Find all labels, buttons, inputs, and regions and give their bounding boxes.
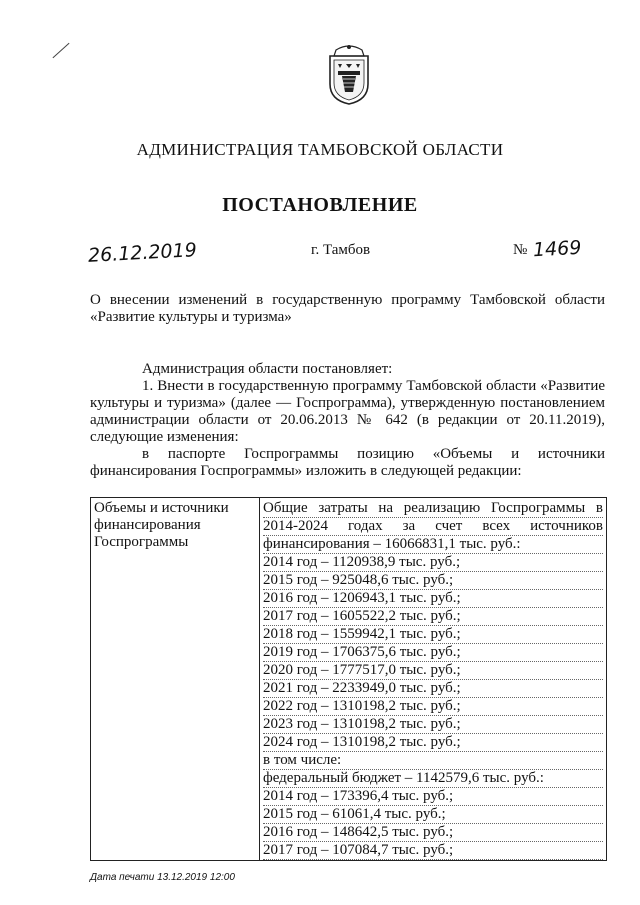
value-line: 2024 год – 1310198,2 тыс. руб.; bbox=[263, 734, 603, 752]
body-intro: Администрация области постановляет: bbox=[142, 361, 393, 377]
passport-table bbox=[90, 497, 607, 861]
label-line: Объемы и источники bbox=[94, 500, 229, 516]
subitem-line-1: в паспорте Госпрограммы позицию «Объемы и источники bbox=[142, 446, 605, 462]
document-type-title: ПОСТАНОВЛЕНИЕ bbox=[222, 194, 418, 216]
value-line: 2014 год – 1120938,9 тыс. руб.; bbox=[263, 554, 603, 572]
value-line: финансирования – 16066831,1 тыс. руб.: bbox=[263, 536, 603, 554]
value-line: федеральный бюджет – 1142579,6 тыс. руб.: bbox=[263, 770, 603, 788]
item1-line-3: администрации области от 20.06.2013 № 642 (в редакции от 20.11.2019), bbox=[90, 412, 605, 428]
value-line: 2020 год – 1777517,0 тыс. руб.; bbox=[263, 662, 603, 680]
value-line: 2021 год – 2233949,0 тыс. руб.; bbox=[263, 680, 603, 698]
document-date: 26.12.2019 bbox=[87, 239, 198, 267]
value-line: 2014-2024 годах за счет всех источников bbox=[263, 518, 603, 534]
value-line: 2018 год – 1559942,1 тыс. руб.; bbox=[263, 626, 603, 644]
item1-line-4: следующие изменения: bbox=[90, 429, 239, 445]
organization-name: АДМИНИСТРАЦИЯ ТАМБОВСКОЙ ОБЛАСТИ bbox=[136, 140, 504, 159]
subitem-line-2: финансирования Госпрограммы» изложить в следующей редакции: bbox=[90, 463, 522, 479]
value-line: 2019 год – 1706375,6 тыс. руб.; bbox=[263, 644, 603, 662]
print-date-footer: Дата печати 13.12.2019 12:00 bbox=[90, 872, 235, 883]
number-label: № bbox=[513, 242, 528, 258]
document-subject: О внесении изменений в государственную программу Тамбовской области «Развитие культуры и туризма» bbox=[90, 292, 605, 325]
item1-line-2: культуры и туризма» (далее — Госпрограмма), утвержденную постановлением bbox=[90, 395, 605, 411]
table-row bbox=[91, 498, 607, 861]
table-cell-value bbox=[260, 498, 607, 861]
label-line: финансирования bbox=[94, 517, 201, 533]
label-line: Госпрограммы bbox=[94, 534, 189, 550]
document-number: 1469 bbox=[532, 236, 582, 262]
city-name: г. Тамбов bbox=[311, 242, 371, 258]
value-line: в том числе: bbox=[263, 752, 603, 770]
value-line: 2016 год – 1206943,1 тыс. руб.; bbox=[263, 590, 603, 608]
value-line: 2015 год – 925048,6 тыс. руб.; bbox=[263, 572, 603, 590]
tambov-coat-of-arms-emblem bbox=[326, 42, 372, 106]
value-line: 2017 год – 107084,7 тыс. руб.; bbox=[263, 842, 603, 860]
value-line: Общие затраты на реализацию Госпрограммы в bbox=[263, 500, 603, 516]
table-cell-label bbox=[91, 498, 260, 861]
item1-line-1: 1. Внести в государственную программу Тамбовской области «Развитие bbox=[142, 378, 605, 394]
value-line: 2022 год – 1310198,2 тыс. руб.; bbox=[263, 698, 603, 716]
value-line: 2016 год – 148642,5 тыс. руб.; bbox=[263, 824, 603, 842]
value-line: 2017 год – 1605522,2 тыс. руб.; bbox=[263, 608, 603, 626]
pen-stroke-mark bbox=[52, 43, 69, 58]
value-line: 2014 год – 173396,4 тыс. руб.; bbox=[263, 788, 603, 806]
value-line: 2015 год – 61061,4 тыс. руб.; bbox=[263, 806, 603, 824]
value-line: 2023 год – 1310198,2 тыс. руб.; bbox=[263, 716, 603, 734]
